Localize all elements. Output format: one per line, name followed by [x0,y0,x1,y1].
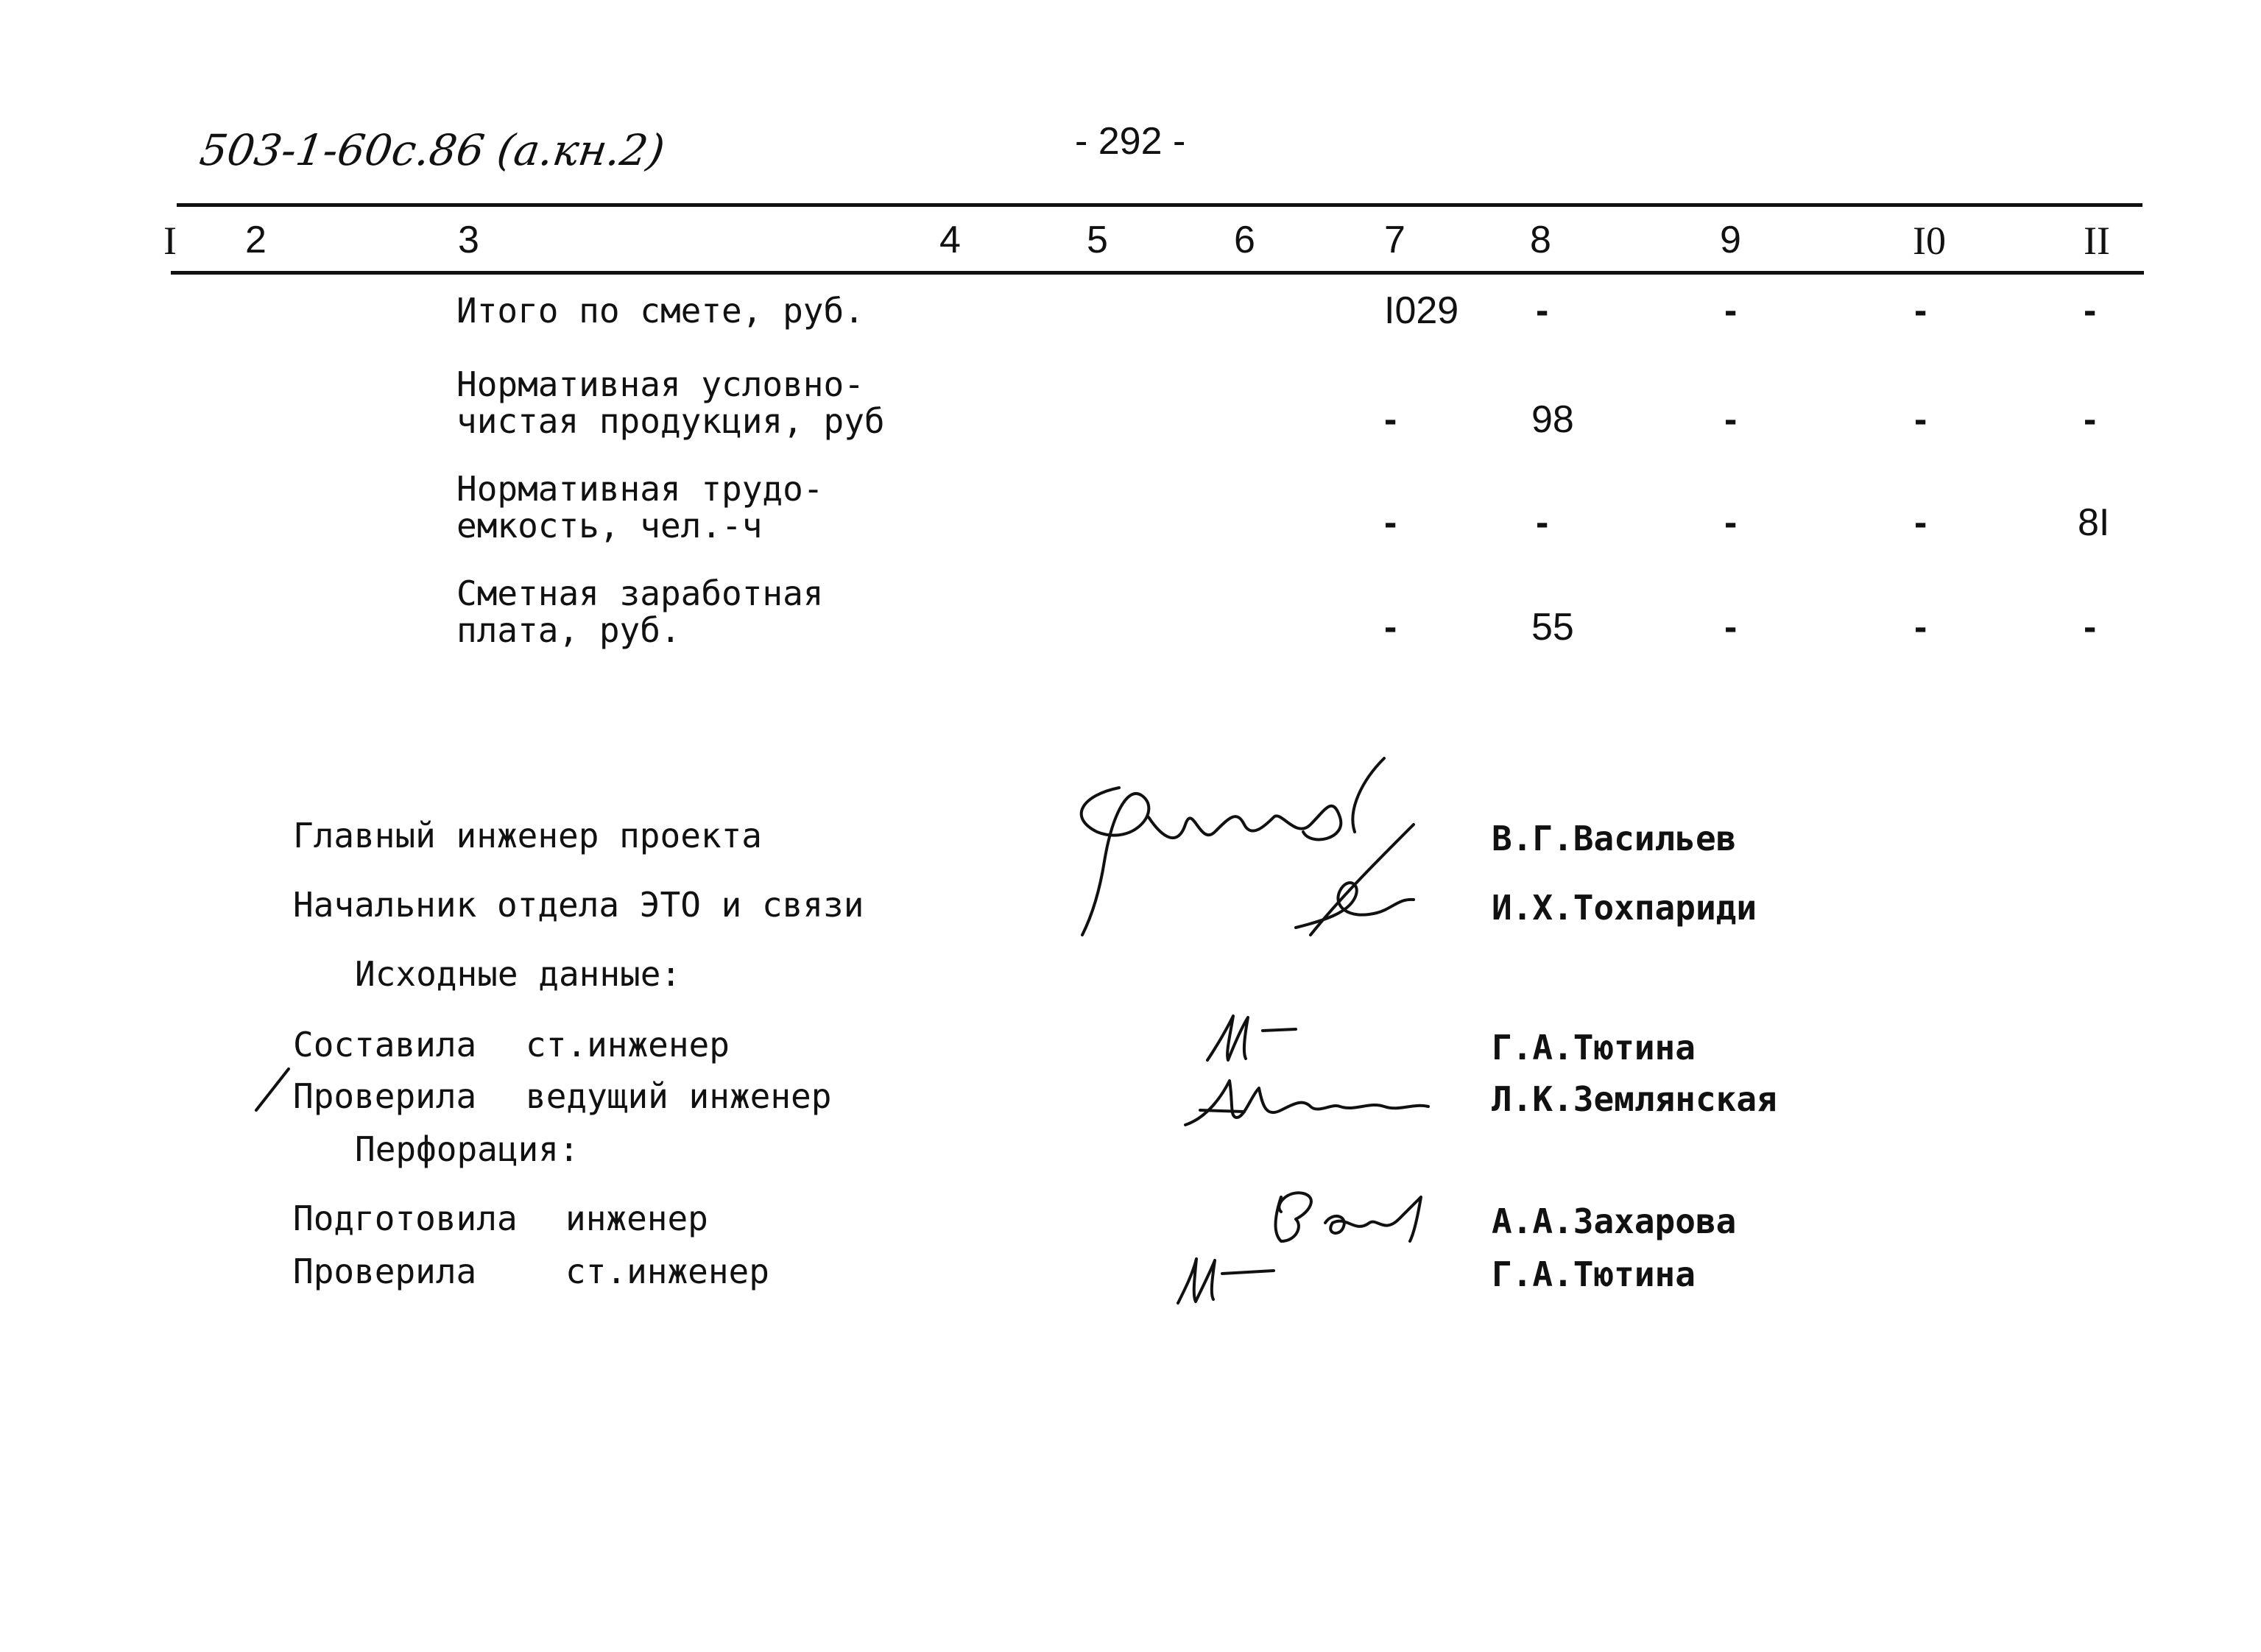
table-header-rule [171,271,2144,275]
page-number: - 292 - [1075,120,1186,163]
dept-head-signature [1266,817,1428,942]
cell-col11: - [2084,606,2097,649]
col-header-4: 4 [939,219,961,261]
col-header-2: 2 [245,219,267,261]
prepared-signature [1252,1182,1443,1249]
checked-signature [1178,1066,1443,1140]
cell-col10: - [1914,398,1927,441]
row-label-cont: емкость, чел.-ч [456,506,763,546]
cell-col10: - [1914,501,1927,544]
cell-col7: - [1384,501,1397,544]
dept-head-name: И.Х.Тохпариди [1492,888,1757,928]
table-top-rule [177,203,2142,207]
row-label-cont: плата, руб. [456,610,681,650]
cell-col11: - [2084,398,2097,441]
cell-col11: - [2084,289,2097,332]
col-header-11: II [2084,219,2110,263]
compiled-position: ст.инженер [526,1025,730,1065]
cell-col8: - [1536,501,1549,544]
chief-engineer-name: В.Г.Васильев [1492,819,1737,858]
prepared-position: инженер [565,1199,708,1238]
document-code: 503-1-60с.86 (а.кн.2) [197,125,668,175]
cell-col11: 8I [2078,501,2110,544]
cell-col8: 55 [1531,606,1574,649]
col-header-1: I [163,219,177,263]
cell-col10: - [1914,606,1927,649]
col-header-8: 8 [1530,219,1551,261]
cell-col9: - [1724,606,1738,649]
cell-col7: - [1384,606,1397,649]
cell-col9: - [1724,289,1738,332]
col-header-10: I0 [1913,219,1946,263]
compiled-signature [1193,1009,1325,1067]
checked-action: Проверила [293,1076,477,1116]
col-header-3: 3 [458,219,479,261]
cell-col7: - [1384,398,1397,441]
compiled-name: Г.А.Тютина [1492,1028,1696,1067]
checked2-action: Проверила [293,1252,477,1291]
row-label: Нормативная условно- [456,364,864,404]
prepared-action: Подготовила [293,1199,518,1238]
cell-col7: I029 [1384,289,1459,332]
compiled-action: Составила [293,1025,477,1065]
cell-col8: 98 [1531,398,1574,441]
checked2-position: ст.инженер [565,1252,769,1291]
source-data-heading: Исходные данные: [355,954,682,994]
col-header-6: 6 [1234,219,1255,261]
chief-engineer-role: Главный инженер проекта [293,816,762,855]
check-mark [250,1065,294,1116]
checked2-name: Г.А.Тютина [1492,1254,1696,1294]
row-label: Нормативная трудо- [456,469,824,509]
cell-col9: - [1724,501,1738,544]
col-header-7: 7 [1384,219,1405,261]
cell-col10: - [1914,289,1927,332]
dept-head-role: Начальник отдела ЭТО и связи [293,885,864,925]
checked2-signature [1163,1244,1296,1310]
row-label: Итого по смете, руб. [456,291,864,331]
checked-name: Л.К.Землянская [1492,1079,1777,1119]
perforation-heading: Перфорация: [355,1129,579,1169]
row-label-cont: чистая продукция, руб [456,401,885,441]
prepared-name: А.А.Захарова [1492,1201,1737,1241]
col-header-5: 5 [1087,219,1108,261]
cell-col9: - [1724,398,1738,441]
checked-position: ведущий инженер [526,1076,832,1116]
cell-col8: - [1536,289,1549,332]
col-header-9: 9 [1720,219,1741,261]
row-label: Сметная заработная [456,573,824,613]
